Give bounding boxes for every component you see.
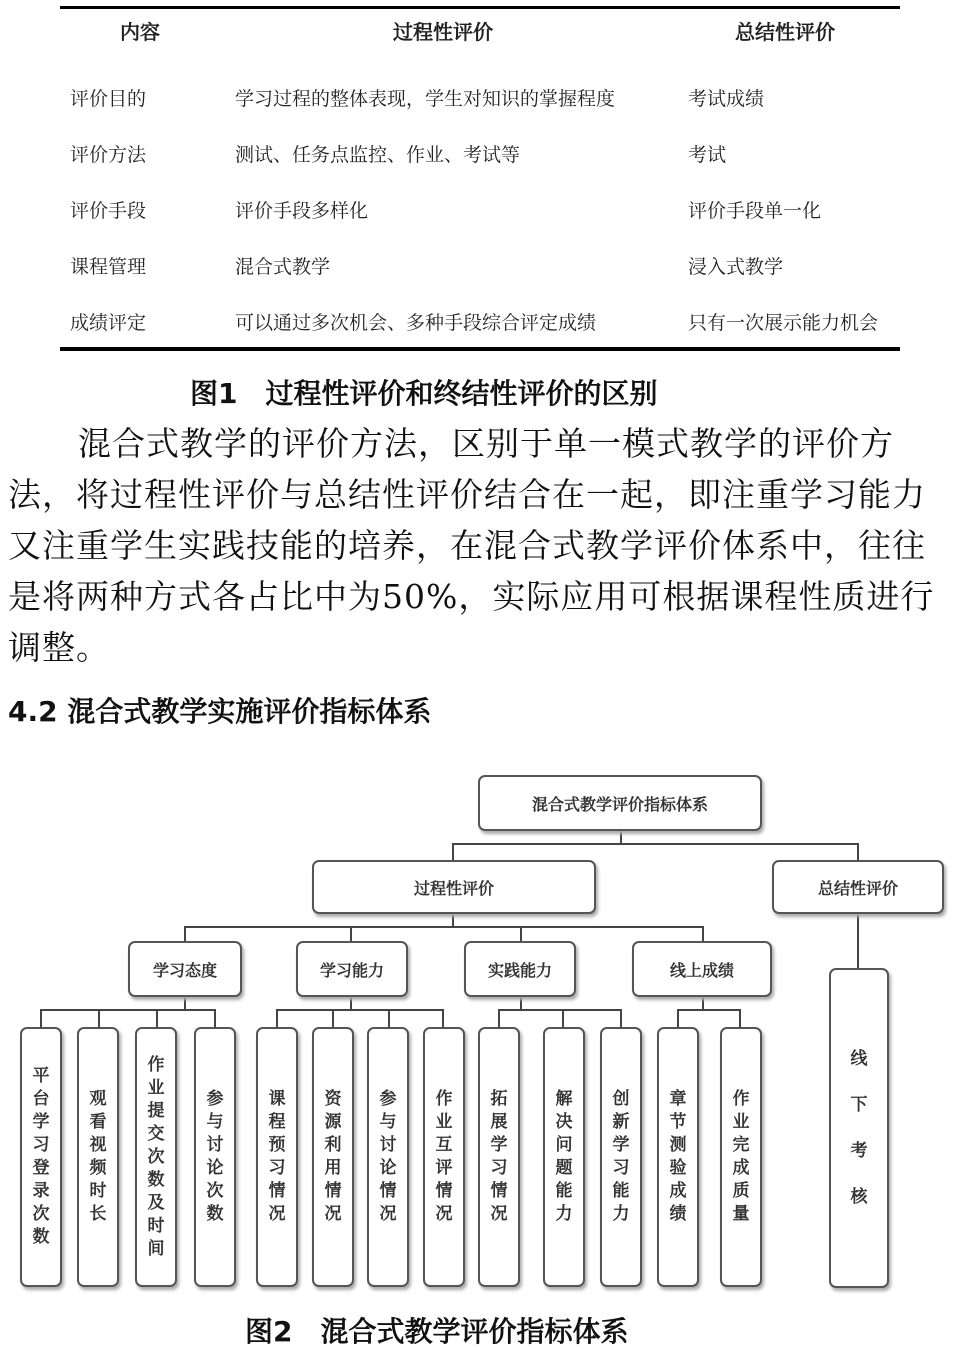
leaf-char: 互	[435, 1135, 453, 1155]
paragraph-line: 法，将过程性评价与总结性评价结合在一起，即注重学习能力	[8, 475, 926, 514]
table-cell: 课程管理	[70, 256, 147, 278]
figure1-caption: 图1 过程性评价和终结性评价的区别	[190, 377, 658, 410]
leaf-char: 况	[379, 1204, 397, 1224]
leaf-char: 下	[850, 1095, 868, 1115]
diagram-group-box: 学习态度	[128, 941, 242, 997]
leaf-char: 评	[435, 1158, 453, 1178]
table-header-summative: 总结性评价	[735, 20, 835, 44]
table-cell: 评价手段单一化	[688, 200, 822, 222]
table-cell: 考试成绩	[688, 88, 765, 110]
leaf-char: 作	[435, 1089, 453, 1109]
leaf-char: 测	[669, 1135, 687, 1155]
leaf-char: 业	[435, 1112, 453, 1132]
diagram-process-box: 过程性评价	[312, 860, 596, 914]
table-cell: 学习过程的整体表现，学生对知识的掌握程度	[235, 88, 616, 110]
leaf-char: 习	[32, 1135, 50, 1155]
table-cell: 评价手段多样化	[235, 200, 369, 222]
leaf-char: 预	[268, 1135, 286, 1155]
leaf-char: 录	[32, 1181, 50, 1201]
diagram-leaf-box	[194, 1027, 236, 1287]
leaf-char: 参	[206, 1089, 224, 1109]
table-cell: 评价方法	[70, 144, 147, 166]
leaf-char: 观	[89, 1089, 107, 1109]
table-top-rule	[60, 6, 900, 9]
table-cell: 成绩评定	[70, 312, 147, 334]
leaf-char: 作	[732, 1089, 750, 1109]
diagram-leaf-box	[20, 1027, 62, 1287]
leaf-char: 作	[147, 1054, 165, 1075]
table-cell: 只有一次展示能力机会	[688, 312, 879, 334]
diagram-leaf-box	[312, 1027, 354, 1287]
diagram-root-box: 混合式教学评价指标体系	[478, 775, 762, 831]
leaf-char: 创	[612, 1089, 630, 1109]
leaf-char: 频	[89, 1158, 107, 1178]
leaf-char: 学	[612, 1135, 630, 1155]
leaf-char: 情	[379, 1181, 397, 1201]
diagram-leaf-box	[135, 1027, 177, 1287]
body-paragraph	[8, 418, 958, 673]
leaf-char: 习	[490, 1158, 508, 1178]
paragraph-line: 调整。	[8, 628, 110, 667]
leaf-char: 量	[732, 1204, 750, 1224]
leaf-char: 新	[612, 1112, 630, 1132]
diagram-group-box: 实践能力	[464, 941, 576, 997]
leaf-char: 绩	[669, 1204, 687, 1224]
leaf-char: 论	[379, 1158, 397, 1178]
leaf-char: 交	[147, 1123, 165, 1144]
leaf-char: 况	[490, 1204, 508, 1224]
leaf-char: 学	[32, 1112, 50, 1132]
leaf-char: 学	[490, 1135, 508, 1155]
leaf-char: 质	[732, 1181, 750, 1201]
leaf-char: 程	[268, 1112, 286, 1132]
table-cell: 可以通过多次机会、多种手段综合评定成绩	[235, 312, 597, 334]
paragraph-line: 又注重学生实践技能的培养，在混合式教学评价体系中，往往	[8, 526, 926, 565]
leaf-char: 用	[324, 1158, 342, 1178]
diagram-leaf-box	[600, 1027, 642, 1287]
leaf-char: 习	[268, 1158, 286, 1178]
leaf-char: 业	[732, 1112, 750, 1132]
leaf-char: 业	[147, 1077, 165, 1098]
leaf-char: 情	[268, 1181, 286, 1201]
leaf-char: 况	[268, 1204, 286, 1224]
leaf-char: 力	[555, 1204, 573, 1224]
diagram-leaf-box	[543, 1027, 585, 1287]
leaf-char: 参	[379, 1089, 397, 1109]
table-header-content: 内容	[120, 20, 160, 44]
figure2-caption: 图2 混合式教学评价指标体系	[245, 1315, 629, 1348]
leaf-char: 讨	[379, 1135, 397, 1155]
table-cell: 考试	[688, 144, 727, 166]
leaf-char: 线	[850, 1049, 868, 1069]
paragraph-line: 混合式教学的评价方法，区别于单一模式教学的评价方	[78, 424, 894, 463]
leaf-char: 能	[612, 1181, 630, 1201]
leaf-char: 与	[206, 1112, 224, 1132]
leaf-char: 及	[147, 1192, 165, 1213]
leaf-char: 与	[379, 1112, 397, 1132]
diagram-leaf-box	[478, 1027, 520, 1287]
leaf-char: 资	[324, 1089, 342, 1109]
table-cell: 测试、任务点监控、作业、考试等	[235, 144, 521, 166]
leaf-char: 拓	[490, 1089, 508, 1109]
table-header-process: 过程性评价	[393, 20, 493, 44]
leaf-char: 习	[612, 1158, 630, 1178]
leaf-char: 情	[435, 1181, 453, 1201]
table-cell: 浸入式教学	[688, 256, 784, 278]
leaf-char: 情	[490, 1181, 508, 1201]
table-bottom-rule	[60, 347, 900, 351]
diagram-leaf-box	[423, 1027, 465, 1287]
leaf-char: 台	[32, 1089, 50, 1109]
diagram-group-box: 线上成绩	[632, 941, 772, 997]
leaf-char: 展	[490, 1112, 508, 1132]
paragraph-line: 是将两种方式各占比中为50%，实际应用可根据课程性质进行	[8, 577, 935, 616]
diagram-summative-box: 总结性评价	[772, 860, 944, 914]
leaf-char: 课	[268, 1089, 286, 1109]
diagram-leaf-box	[367, 1027, 409, 1287]
leaf-char: 完	[732, 1135, 750, 1155]
leaf-char: 看	[89, 1112, 107, 1132]
leaf-char: 节	[669, 1112, 687, 1132]
leaf-char: 成	[732, 1158, 750, 1178]
leaf-char: 力	[612, 1204, 630, 1224]
leaf-char: 次	[32, 1204, 50, 1224]
leaf-char: 数	[206, 1204, 224, 1224]
leaf-char: 成	[669, 1181, 687, 1201]
leaf-char: 登	[32, 1158, 50, 1178]
leaf-char: 源	[324, 1112, 342, 1132]
table-cell: 混合式教学	[235, 256, 331, 278]
leaf-char: 况	[324, 1204, 342, 1224]
leaf-char: 论	[206, 1158, 224, 1178]
leaf-char: 平	[32, 1066, 50, 1086]
leaf-char: 验	[669, 1158, 687, 1178]
table-cell: 评价目的	[70, 88, 147, 110]
leaf-char: 能	[555, 1181, 573, 1201]
leaf-char: 解	[555, 1089, 573, 1109]
leaf-char: 时	[89, 1181, 107, 1201]
leaf-char: 长	[89, 1204, 107, 1224]
leaf-char: 题	[555, 1158, 573, 1178]
diagram-leaf-box	[657, 1027, 699, 1287]
diagram-summative-leaf-box	[829, 968, 889, 1288]
diagram-group-box: 学习能力	[296, 941, 408, 997]
leaf-char: 次	[147, 1146, 165, 1167]
leaf-char: 间	[147, 1238, 165, 1259]
leaf-char: 情	[324, 1181, 342, 1201]
leaf-char: 数	[32, 1227, 50, 1247]
leaf-char: 次	[206, 1181, 224, 1201]
table-cell: 评价手段	[70, 200, 147, 222]
diagram-leaf-box	[77, 1027, 119, 1287]
leaf-char: 提	[147, 1100, 165, 1121]
leaf-char: 核	[850, 1187, 868, 1207]
leaf-char: 讨	[206, 1135, 224, 1155]
leaf-char: 考	[850, 1141, 868, 1161]
leaf-char: 视	[89, 1135, 107, 1155]
leaf-char: 况	[435, 1204, 453, 1224]
diagram-leaf-box	[256, 1027, 298, 1287]
diagram-leaf-box	[720, 1027, 762, 1287]
leaf-char: 利	[324, 1135, 342, 1155]
leaf-char: 章	[669, 1089, 687, 1109]
leaf-char: 决	[555, 1112, 573, 1132]
section-heading: 4.2 混合式教学实施评价指标体系	[8, 695, 432, 728]
leaf-char: 问	[555, 1135, 573, 1155]
leaf-char: 时	[147, 1215, 165, 1236]
leaf-char: 数	[147, 1169, 165, 1190]
